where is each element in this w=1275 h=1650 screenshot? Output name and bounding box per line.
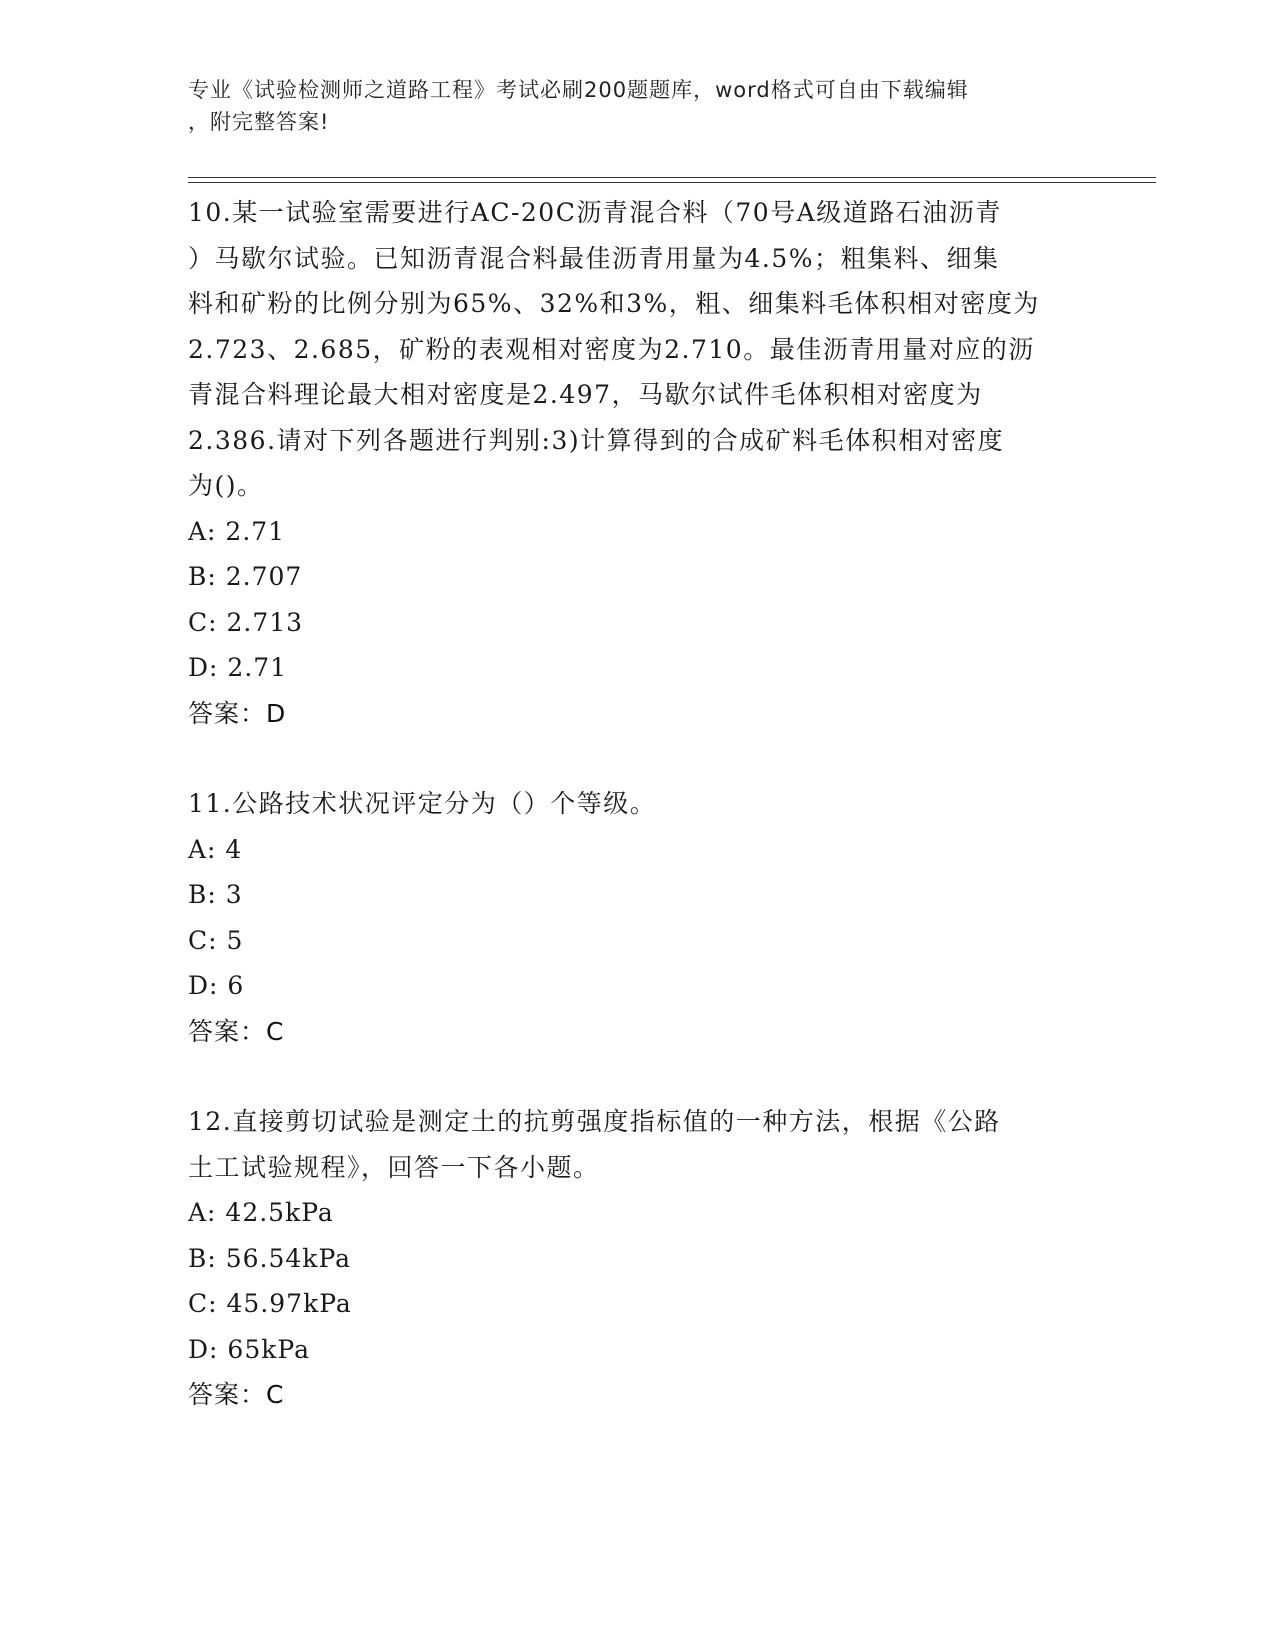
header-line-2: ，附完整答案! bbox=[188, 110, 330, 134]
question-text-line: 11.公路技术状况评定分为（）个等级。 bbox=[188, 789, 657, 818]
question-text-line: 2.386.请对下列各题进行判别:3)计算得到的合成矿料毛体积相对密度 bbox=[188, 425, 1005, 455]
question-text-line: 为()。 bbox=[188, 471, 264, 500]
option-b: B: 2.707 bbox=[188, 562, 303, 591]
question-12 bbox=[188, 1099, 1088, 1418]
question-text-line: 2.723、2.685，矿粉的表观相对密度为2.710。最佳沥青用量对应的沥 bbox=[188, 334, 1035, 364]
answer-line: 答案：C bbox=[188, 1016, 285, 1046]
question-list bbox=[188, 190, 1088, 1463]
question-text-line: 10.某一试验室需要进行AC-20C沥青混合料（70号A级道路石油沥青 bbox=[188, 198, 1002, 227]
option-a: A: 2.71 bbox=[188, 516, 286, 546]
option-a: A: 42.5kPa bbox=[188, 1198, 334, 1227]
header-divider-bottom bbox=[188, 182, 1156, 183]
option-c: C: 2.713 bbox=[188, 607, 304, 637]
option-a: A: 4 bbox=[188, 834, 243, 864]
option-b: B: 56.54kPa bbox=[188, 1243, 352, 1273]
header-line-1: 专业《试验检测师之道路工程》考试必刷200题题库，word格式可自由下载编辑 bbox=[188, 78, 969, 102]
answer-line: 答案：D bbox=[188, 698, 287, 728]
question-text-line: ）马歇尔试验。已知沥青混合料最佳沥青用量为4.5%；粗集料、细集 bbox=[188, 243, 1000, 273]
question-text-line: 12.直接剪切试验是测定土的抗剪强度指标值的一种方法，根据《公路 bbox=[188, 1107, 1001, 1136]
option-b: B: 3 bbox=[188, 880, 243, 909]
option-d: D: 6 bbox=[188, 971, 245, 1000]
document-header bbox=[188, 74, 1088, 138]
option-c: C: 5 bbox=[188, 925, 244, 955]
question-11 bbox=[188, 781, 1088, 1054]
option-c: C: 45.97kPa bbox=[188, 1289, 352, 1318]
question-10 bbox=[188, 190, 1088, 736]
question-text-line: 青混合料理论最大相对密度是2.497，马歇尔试件毛体积相对密度为 bbox=[188, 380, 983, 409]
question-text-line: 料和矿粉的比例分别为65%、32%和3%，粗、细集料毛体积相对密度为 bbox=[188, 289, 1040, 318]
answer-line: 答案：C bbox=[188, 1380, 285, 1409]
option-d: D: 65kPa bbox=[188, 1334, 310, 1364]
question-text-line: 土工试验规程》，回答一下各小题。 bbox=[188, 1152, 600, 1182]
header-divider-top bbox=[188, 177, 1156, 178]
option-d: D: 2.71 bbox=[188, 653, 288, 682]
